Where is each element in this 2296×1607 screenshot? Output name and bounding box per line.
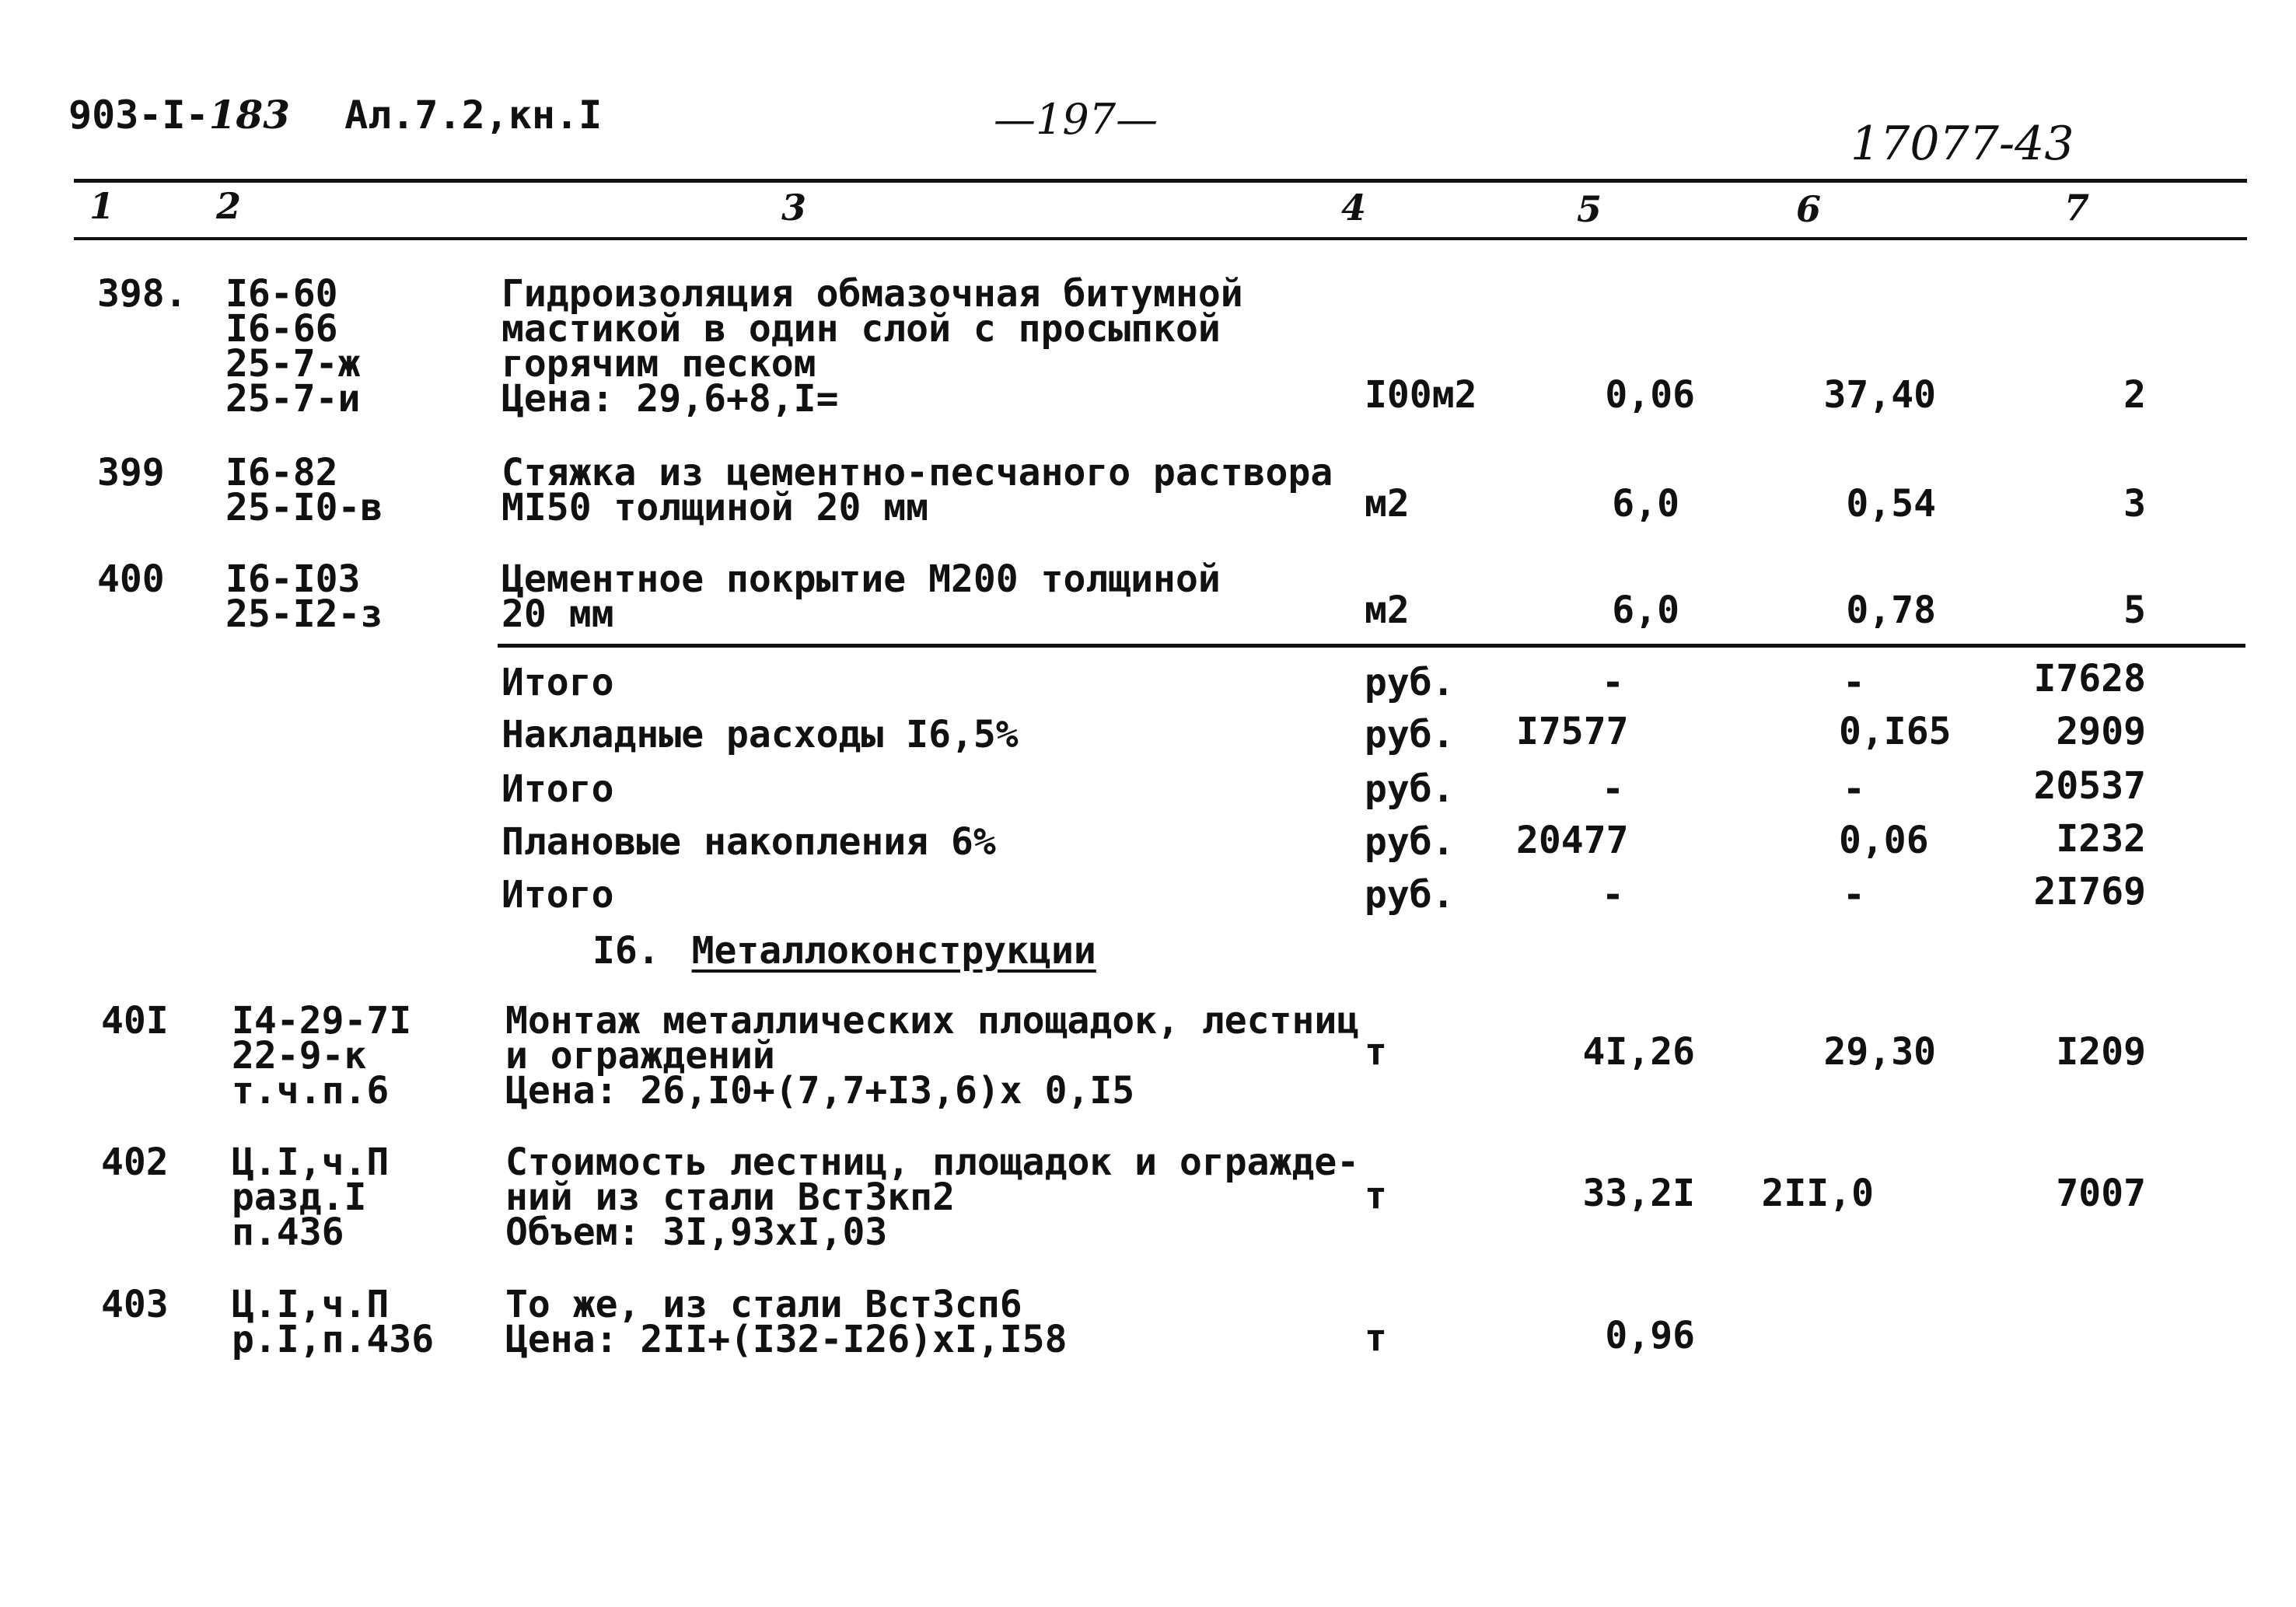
description-line: То же, из стали ВстЗсп6	[505, 1283, 1022, 1326]
summary-col5: 20477	[1516, 819, 1629, 862]
header-rule-top	[74, 179, 2247, 183]
row-number: 402	[101, 1141, 169, 1184]
page-number: —197—	[994, 95, 1158, 144]
description-line: Цена: 29,6+8,I=	[501, 377, 839, 421]
doc-code: 903-I-	[68, 93, 209, 138]
summary-col6: -	[1843, 873, 1865, 917]
description-line: МI50 толщиной 20 мм	[501, 486, 929, 529]
summary-label: Итого	[501, 661, 614, 704]
col-header-7: 7	[2064, 187, 2090, 229]
col-header-3: 3	[781, 187, 807, 229]
quantity: 0,06	[1605, 373, 1695, 417]
description-line: Цена: 26,I0+(7,7+I3,6)х 0,I5	[505, 1069, 1135, 1113]
description-line: Монтаж металлических площадок, лестниц	[505, 999, 1360, 1043]
album-ref: Ал.7.2,кн.I	[344, 93, 603, 138]
doc-header	[68, 92, 602, 138]
row-number: 400	[97, 557, 165, 601]
summary-col5: I7577	[1516, 710, 1629, 753]
quantity: 6,0	[1612, 482, 1679, 526]
norm-code: 22-9-к	[232, 1034, 367, 1078]
unit: м2	[1365, 482, 1410, 526]
summary-unit: руб.	[1365, 820, 1455, 864]
subtotal-rule	[498, 644, 2245, 648]
summary-unit: руб.	[1365, 873, 1455, 917]
description-line: Объем: 3I,93хI,03	[505, 1210, 888, 1254]
quantity: 33,2I	[1582, 1172, 1695, 1215]
summary-col6: 0,I65	[1839, 710, 1952, 753]
col-header-4: 4	[1341, 187, 1367, 229]
total-cost: 5	[2123, 589, 2146, 632]
norm-code: Ц.I,ч.П	[232, 1141, 390, 1184]
unit-price: 2II,0	[1761, 1172, 1874, 1215]
description-line: Стяжка из цементно-песчаного раствора	[501, 451, 1333, 494]
unit-price: 0,78	[1846, 589, 1936, 632]
norm-code: I4-29-7I	[232, 999, 412, 1043]
summary-total: 2I769	[2033, 870, 2146, 914]
summary-col5: -	[1602, 873, 1624, 917]
unit: м2	[1365, 589, 1410, 632]
total-cost: 3	[2123, 482, 2146, 526]
norm-code: разд.I	[232, 1176, 367, 1219]
description-line: 20 мм	[501, 592, 614, 636]
norm-code: 25-I2-з	[225, 592, 383, 636]
description-line: Цементное покрытие М200 толщиной	[501, 557, 1221, 601]
quantity: 4I,26	[1582, 1030, 1695, 1074]
summary-total: I7628	[2033, 657, 2146, 700]
unit: I00м2	[1365, 373, 1477, 417]
header-rule-bottom	[74, 237, 2247, 240]
col-header-6: 6	[1796, 188, 1822, 230]
summary-label: Итого	[501, 873, 614, 917]
unit-price: 0,54	[1846, 482, 1936, 526]
norm-code: п.436	[232, 1210, 344, 1254]
total-cost: I209	[2056, 1030, 2146, 1074]
norm-code: I6-I03	[225, 557, 361, 601]
quantity: 0,96	[1605, 1314, 1695, 1357]
unit: т	[1365, 1174, 1387, 1217]
col-header-5: 5	[1577, 188, 1602, 230]
norm-code: 25-7-и	[225, 377, 361, 421]
row-number: 398.	[97, 272, 187, 316]
section-number: I6.	[592, 929, 660, 973]
quantity: 6,0	[1612, 589, 1679, 632]
summary-unit: руб.	[1365, 713, 1455, 756]
summary-total: 20537	[2033, 764, 2146, 808]
doc-code-handwritten: 183	[208, 92, 290, 138]
summary-col5: -	[1602, 661, 1624, 704]
description-line: Стоимость лестниц, площадок и огражде-	[505, 1141, 1360, 1184]
unit-price: 37,40	[1823, 373, 1936, 417]
norm-code: т.ч.п.6	[232, 1069, 390, 1113]
summary-label: Плановые накопления 6%	[501, 820, 996, 864]
summary-col6: -	[1843, 767, 1865, 811]
description-line: мастикой в один слой с просыпкой	[501, 307, 1221, 351]
section-title: Металлоконструкции	[691, 929, 1096, 973]
description-line: горячим песком	[501, 342, 816, 386]
norm-code: I6-82	[225, 451, 338, 494]
norm-code: р.I,п.436	[232, 1318, 435, 1361]
summary-total: I232	[2056, 817, 2146, 861]
norm-code: I6-66	[225, 307, 338, 351]
col-header-1: 1	[89, 185, 115, 227]
total-cost: 7007	[2056, 1172, 2146, 1215]
summary-col5: -	[1602, 767, 1624, 811]
section-heading	[592, 929, 1096, 973]
unit-price: 29,30	[1823, 1030, 1936, 1074]
summary-unit: руб.	[1365, 661, 1455, 704]
norm-code: I6-60	[225, 272, 338, 316]
summary-label: Накладные расходы I6,5%	[501, 713, 1019, 756]
col-header-2: 2	[216, 185, 242, 227]
summary-col6: -	[1843, 661, 1865, 704]
description-line: Цена: 2II+(I32-I26)хI,I58	[505, 1318, 1068, 1361]
unit: т	[1365, 1316, 1387, 1360]
stamp-number: 17077-43	[1850, 117, 2074, 171]
summary-unit: руб.	[1365, 767, 1455, 811]
unit: т	[1365, 1030, 1387, 1074]
description-line: Гидроизоляция обмазочная битумной	[501, 272, 1243, 316]
description-line: и ограждений	[505, 1034, 775, 1078]
norm-code: 25-7-ж	[225, 342, 361, 386]
summary-col6: 0,06	[1839, 819, 1929, 862]
description-line: ний из стали ВстЗкп2	[505, 1176, 955, 1219]
row-number: 40I	[101, 999, 169, 1043]
row-number: 399	[97, 451, 165, 494]
row-number: 403	[101, 1283, 169, 1326]
total-cost: 2	[2123, 373, 2146, 417]
summary-label: Итого	[501, 767, 614, 811]
norm-code: 25-I0-в	[225, 486, 383, 529]
summary-total: 2909	[2056, 710, 2146, 753]
norm-code: Ц.I,ч.П	[232, 1283, 390, 1326]
